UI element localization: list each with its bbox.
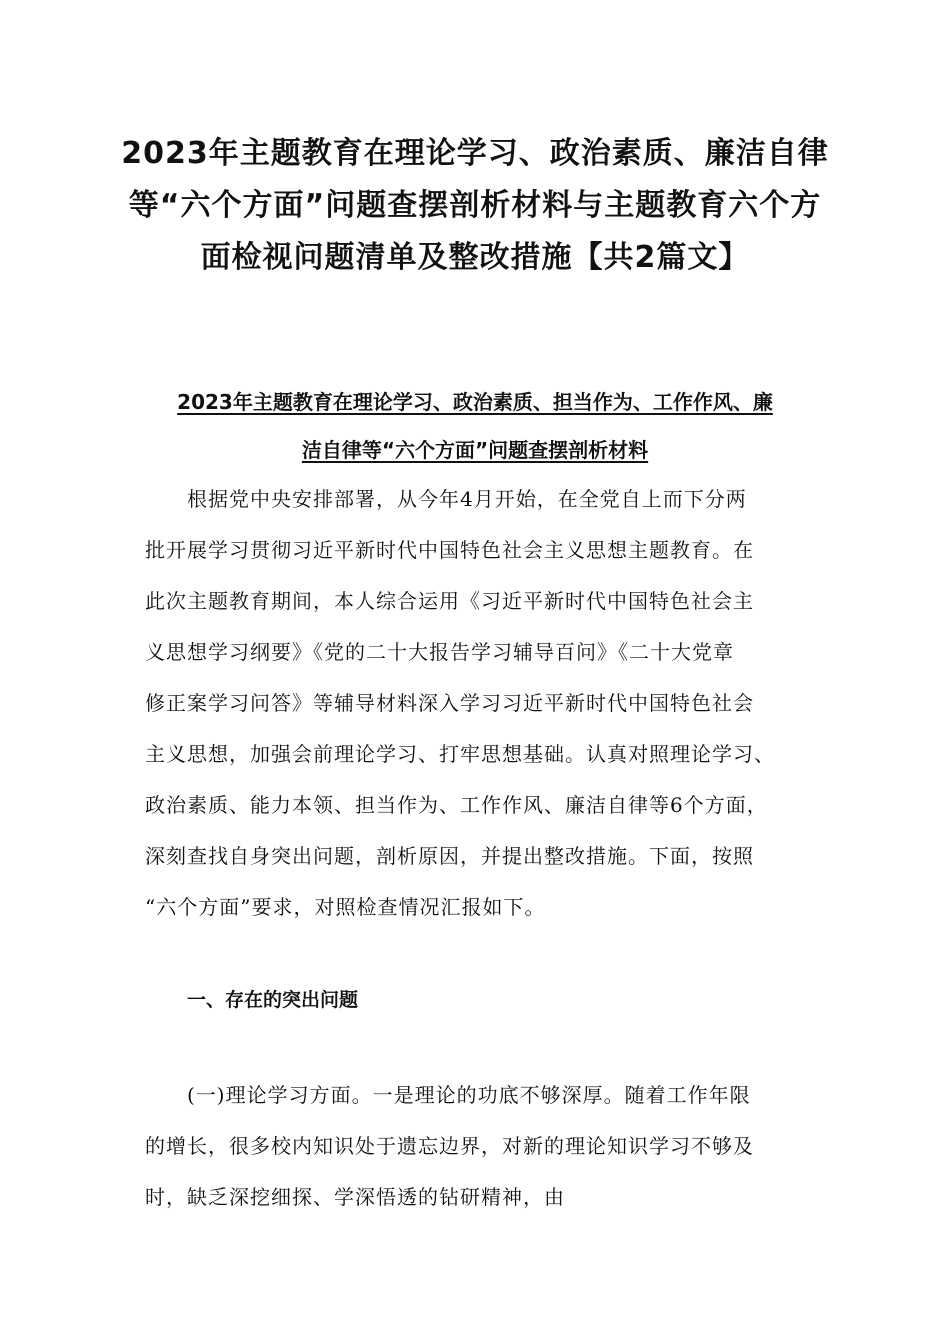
paragraph-line: 批开展学习贯彻习近平新时代中国特色社会主义思想主题教育。在 (145, 538, 754, 562)
section-heading: 一、存在的突出问题 (187, 989, 359, 1011)
main-title-line: 2023年主题教育在理论学习、政治素质、廉洁自律 (121, 136, 829, 171)
paragraph-line: 此次主题教育期间，本人综合运用《习近平新时代中国特色社会主 (145, 589, 754, 613)
intro-paragraph (145, 474, 825, 933)
paragraph-line: 的增长，很多校内知识处于遗忘边界，对新的理论知识学习不够及 (145, 1134, 754, 1158)
paragraph-line: 根据党中央安排部署，从今年4月开始，在全党自上而下分两 (187, 487, 747, 511)
paragraph-line: 深刻查找自身突出问题，剖析原因，并提出整改措施。下面，按照 (145, 844, 754, 868)
document-main-title (120, 128, 830, 284)
paragraph-line: 时，缺乏深挖细探、学深悟透的钻研精神，由 (145, 1185, 565, 1209)
main-title-line: 等“六个方面”问题查摆剖析材料与主题教育六个方 (128, 188, 822, 223)
main-title-line: 面检视问题清单及整改措施【共2篇文】 (200, 240, 750, 275)
paragraph-line: 政治素质、能力本领、担当作为、工作作风、廉洁自律等6个方面， (145, 793, 768, 817)
paragraph-line: 主义思想，加强会前理论学习、打牢思想基础。认真对照理论学习、 (145, 742, 775, 766)
paragraph-line: 修正案学习问答》等辅导材料深入学习习近平新时代中国特色社会 (145, 691, 754, 715)
article-title-line: 洁自律等“六个方面”问题查摆剖析材料 (301, 438, 649, 462)
paragraph-line: 义思想学习纲要》《党的二十大报告学习辅导百问》《二十大党章 (145, 640, 734, 664)
paragraph-line: (一)理论学习方面。一是理论的功底不够深厚。随着工作年限 (187, 1083, 751, 1107)
section-paragraph (145, 1070, 825, 1223)
paragraph-line: “六个方面”要求，对照检查情况汇报如下。 (145, 895, 546, 919)
article-title-line: 2023年主题教育在理论学习、政治素质、担当作为、工作作风、廉 (177, 390, 773, 414)
article-title (120, 378, 830, 474)
